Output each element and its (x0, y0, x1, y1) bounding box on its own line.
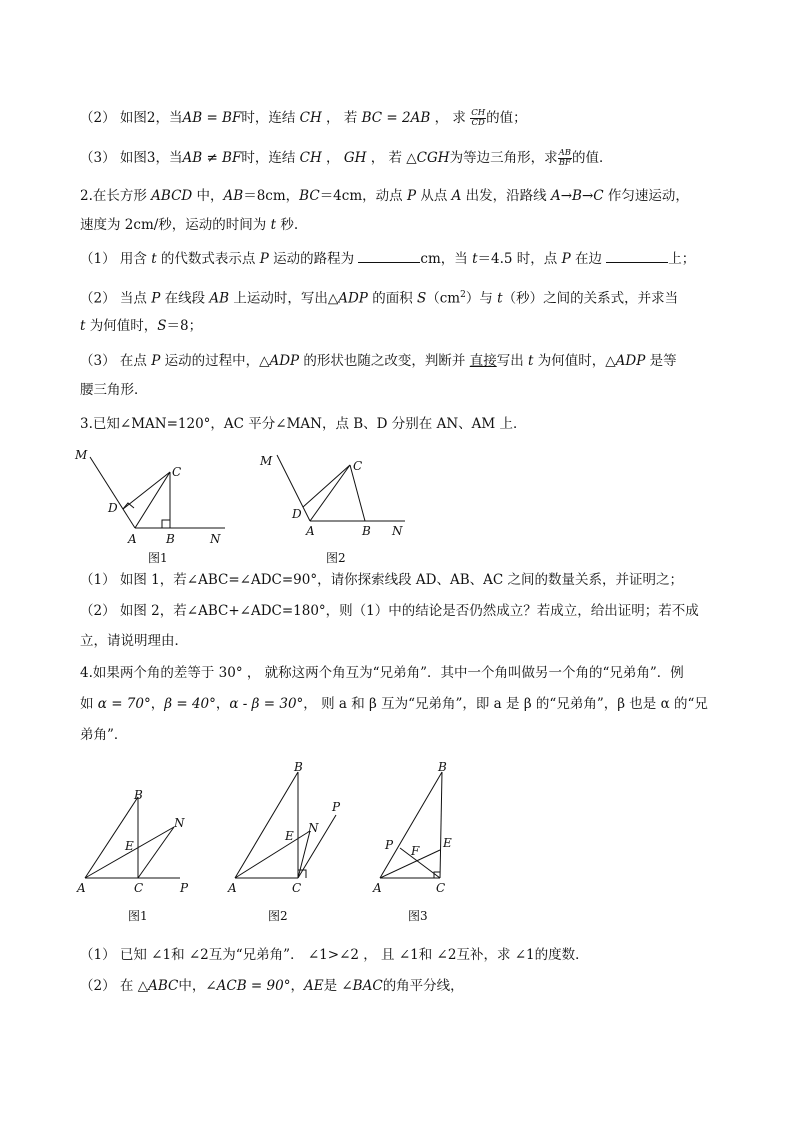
text: 是 (323, 978, 342, 994)
text: ， 若 (326, 110, 358, 126)
item-number: （2） (80, 290, 116, 307)
label-c: C (436, 881, 446, 895)
text: ＝8； (166, 318, 203, 334)
math: β = 40° (164, 696, 216, 712)
text: 为何值时， (85, 318, 158, 334)
superscript: 2 (460, 290, 466, 300)
text: 上运动时，写出△ (229, 290, 339, 307)
label-b: B (362, 524, 371, 538)
text: 运动的过程中，△ (160, 353, 270, 369)
text: 腰三角形． (80, 382, 148, 398)
fraction-numerator: CH (471, 108, 486, 118)
text: 的形状也随之改变，判断并 (299, 353, 470, 369)
label-m: M (75, 448, 88, 462)
label-a: A (373, 881, 382, 895)
label-p: P (332, 800, 341, 814)
problem-2-q2b (80, 316, 202, 336)
fraction (558, 149, 572, 168)
text: ， (290, 978, 304, 994)
fraction-numerator: AB (558, 148, 571, 158)
answer-blank[interactable] (606, 248, 668, 263)
math: ADP (269, 353, 300, 369)
label-c: C (292, 881, 302, 895)
label-d: D (292, 507, 302, 521)
label-a: A (306, 524, 315, 538)
item-number: （3） (80, 150, 116, 166)
math: ADP (338, 290, 368, 307)
text: ， 若 (370, 150, 402, 166)
text: ， 求 (434, 110, 466, 126)
math: t (151, 251, 157, 267)
segment-cn (298, 831, 310, 878)
text: 的值． (571, 150, 613, 166)
question-line-1-2 (80, 108, 527, 128)
text: 时，连结 (241, 150, 296, 166)
text: 为等边三角形，求 (449, 150, 558, 166)
math: AB (223, 188, 244, 204)
text: 在边 (570, 251, 607, 267)
math: ∠ACB = 90° (205, 978, 291, 994)
problem-4-q1 (80, 945, 589, 965)
math: A (451, 188, 462, 204)
math: BC = 2AB (361, 110, 431, 126)
underlined-text: 直接 (469, 353, 497, 369)
text: ＝4.5 时，点 (477, 251, 562, 267)
segment-ae (235, 831, 310, 878)
item-number: （3） (80, 353, 116, 369)
label-b: B (438, 760, 447, 774)
label-c: C (353, 459, 363, 473)
label-n: N (210, 532, 221, 546)
math: AB (209, 290, 230, 307)
text: 在点 (115, 353, 152, 369)
label-e: E (125, 839, 134, 853)
label-p: P (385, 838, 394, 852)
text: （秒）之间的关系式，并求当 (502, 290, 679, 307)
text: ＝4cm，动点 (319, 188, 407, 204)
segment-ab (380, 772, 442, 878)
text: 用含 (115, 251, 152, 267)
label-e: E (443, 836, 452, 850)
math: ADP (615, 353, 646, 369)
label-f: F (411, 844, 420, 858)
segment-cn (138, 827, 174, 878)
math: t (270, 217, 277, 233)
math: CH (299, 150, 322, 166)
segment-ab (85, 797, 138, 878)
math: α = 70° (97, 696, 151, 712)
problem-2-q1 (80, 248, 695, 269)
text: 速度为 2cm/秒，运动的时间为 (80, 217, 271, 233)
fraction (470, 109, 486, 128)
text: cm，当 (420, 251, 473, 267)
text: 4.如果两个角的差等于 30° ， 就称这两个角互为“兄弟角”．其中一个角叫做另一个角的“兄弟角”．例 (80, 665, 684, 681)
problem-3-intro (80, 414, 527, 434)
text: （2） 如图 2，若∠ABC+∠ADC=180°，则（1）中的结论是否仍然成立？若成立，给出证明；若不成 (80, 603, 699, 619)
figure-caption: 图3 (408, 909, 428, 923)
figure-3 (380, 772, 442, 878)
text: 2.在长方形 (80, 188, 152, 204)
math: ABCD (151, 188, 193, 204)
segment-ae (380, 850, 440, 878)
text: ， (215, 696, 230, 712)
text: 从点 (416, 188, 452, 204)
label-n: N (174, 816, 185, 830)
label-b: B (134, 788, 143, 802)
math: P (561, 251, 571, 267)
math: AB ≠ BF (182, 150, 242, 166)
label-a: A (128, 532, 137, 546)
figure-1 (90, 457, 225, 528)
text: ， (326, 150, 340, 166)
text: 写出 (496, 353, 529, 369)
label-b: B (166, 532, 175, 546)
text: 秒. (276, 217, 299, 233)
text: 中， (192, 188, 224, 204)
figure-1 (85, 797, 180, 878)
text: ， 则 a 和 β 互为“兄弟角”，即 a 是 β 的“兄弟角”，β 也是 α 的“兄 (303, 696, 708, 712)
text: 为何值时，△ (533, 353, 616, 369)
math: S (157, 318, 167, 334)
problem-2-q3b (80, 380, 148, 400)
text: 中， (178, 978, 206, 994)
math: P (406, 188, 417, 204)
math: AE (303, 978, 324, 994)
math: ∠BAC (341, 978, 383, 994)
text: 的面积 (367, 290, 417, 307)
fraction-denominator: CD (471, 118, 485, 128)
right-angle-mark-b (162, 520, 170, 528)
text: 的代数式表示点 (156, 251, 260, 267)
segment-cd (303, 465, 350, 507)
problem-3-q2a (80, 601, 699, 621)
problem-4-intro-1 (80, 663, 684, 683)
label-a: A (77, 881, 86, 895)
math: AB = BF (182, 110, 242, 126)
figure-caption: 图2 (326, 551, 346, 565)
text: （1） 如图 1，若∠ABC=∠ADC=90°，请你探索线段 AD、AB、AC 之间的数量关系，并证明之； (80, 572, 683, 588)
math: P (151, 290, 161, 307)
problem-2-intro-1 (80, 186, 689, 206)
problem-2-q2a (80, 285, 678, 309)
math: BC (299, 188, 320, 204)
problem-3-q1 (80, 570, 683, 590)
item-number: （1） (80, 947, 116, 963)
figure-caption: 图1 (128, 909, 148, 923)
segment-bc (440, 772, 442, 878)
math: P (151, 353, 161, 369)
text: 如图3，当 (119, 150, 183, 166)
math: t (80, 318, 86, 334)
text: 是等 (645, 353, 677, 369)
label-c: C (172, 465, 182, 479)
math: A→B→C (550, 188, 604, 204)
math: GH (343, 150, 367, 166)
text: 上； (668, 251, 696, 267)
fraction-denominator: BF (558, 158, 571, 168)
text: ）与 (465, 290, 498, 307)
math: t (472, 251, 478, 267)
math: △ABC (137, 978, 179, 994)
text: 的角平分线， (382, 978, 464, 994)
label-p: P (180, 881, 189, 895)
text: 在线段 (160, 290, 210, 307)
problem-2-q3a (80, 351, 677, 371)
text: 立，请说明理由． (80, 633, 188, 649)
segment-cd (123, 472, 170, 509)
text: 时，连结 (241, 110, 296, 126)
text: ， (150, 696, 165, 712)
text: 3.已知∠MAN=120°，AC 平分∠MAN，点 B、D 分别在 AN、AM 上． (80, 416, 527, 432)
item-number: （1） (80, 251, 116, 267)
segment-cb (350, 465, 365, 521)
label-a: A (228, 881, 237, 895)
segment-ab (235, 772, 298, 878)
answer-blank[interactable] (358, 248, 420, 263)
figure-caption: 图2 (268, 909, 288, 923)
math: t (528, 353, 534, 369)
problem-4-intro-3 (80, 725, 127, 745)
text: 如 (80, 696, 98, 712)
label-c: C (134, 881, 144, 895)
label-b: B (294, 760, 303, 774)
ray-am (90, 457, 135, 528)
segment-ac (310, 465, 350, 521)
figure-2 (235, 772, 336, 878)
figure-caption: 图1 (148, 551, 168, 565)
math: α - β = 30° (229, 696, 304, 712)
text: 作匀速运动， (603, 188, 689, 204)
text: 弟角”． (80, 727, 128, 743)
label-m: M (260, 454, 273, 468)
text: （cm (426, 290, 461, 307)
text: 已知 ∠1和 ∠2互为“兄弟角”． ∠1>∠2 ， 且 ∠1和 ∠2互补，求 ∠1的度数． (115, 947, 589, 963)
text: 的值； (486, 110, 527, 126)
text: 在 (115, 978, 138, 994)
math: △CGH (406, 150, 450, 166)
problem-3-q2b (80, 631, 188, 651)
text: 出发，沿路线 (461, 188, 551, 204)
label-e: E (285, 829, 294, 843)
text: ＝8cm， (243, 188, 300, 204)
text: 运动的路程为 (268, 251, 359, 267)
question-line-1-3 (80, 148, 612, 168)
label-n: N (308, 821, 319, 835)
text: 当点 (115, 290, 152, 307)
text: 如图2，当 (119, 110, 183, 126)
problem-4-q2 (80, 976, 464, 996)
problem-3-figures (70, 445, 430, 570)
problem-4-intro-2 (80, 694, 708, 714)
math: t (497, 290, 503, 307)
math: CH (299, 110, 322, 126)
label-d: D (108, 501, 118, 515)
problem-2-intro-2 (80, 215, 298, 235)
label-n: N (392, 524, 403, 538)
item-number: （2） (80, 110, 116, 126)
item-number: （2） (80, 978, 116, 994)
math: S (417, 290, 427, 307)
problem-4-figures (70, 755, 490, 930)
math: P (259, 251, 269, 267)
